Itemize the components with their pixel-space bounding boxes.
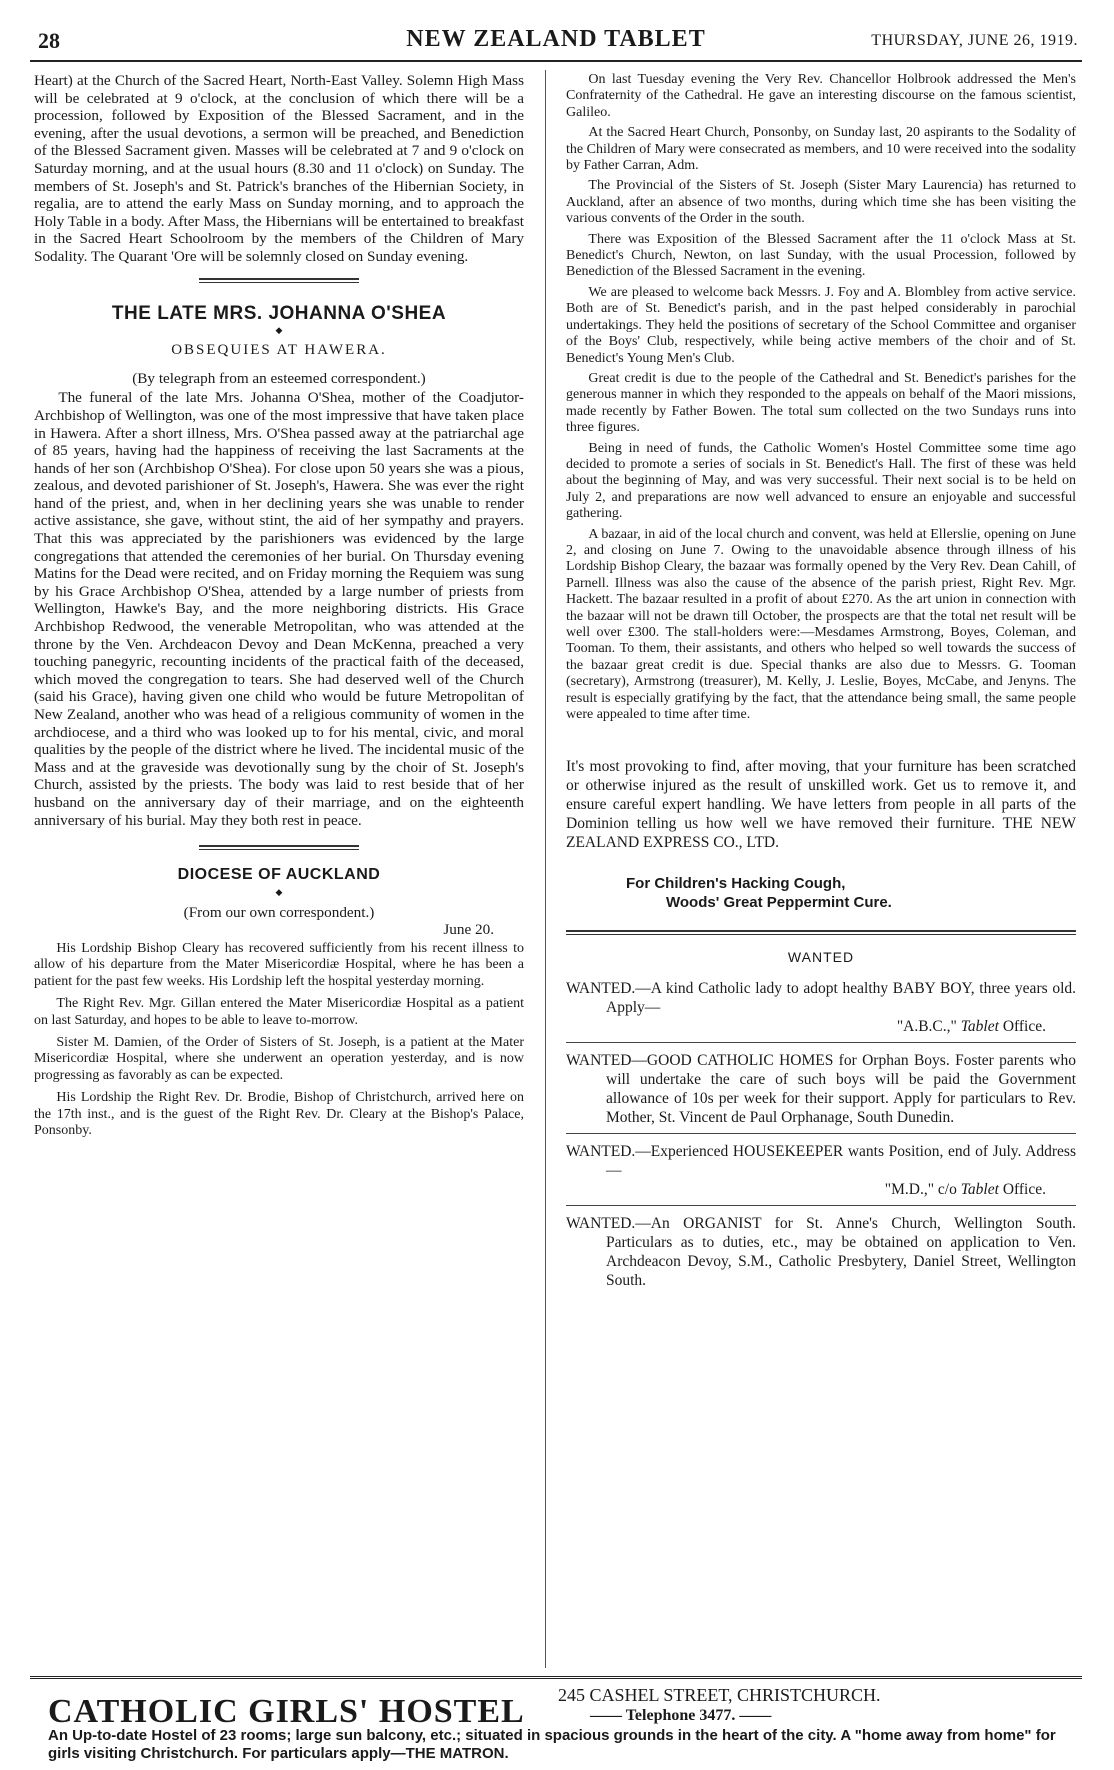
wanted-ad xyxy=(566,1043,1076,1134)
hostel-description: An Up-to-date Hostel of 23 rooms; large sun balcony, etc.; situated in spacious grounds in the heart of the city. A "home away from home" for girls visiting Christchurch. For particulars apply—THE MATRON. xyxy=(48,1727,1056,1762)
section-rule xyxy=(199,278,359,283)
wanted-ad-text: WANTED.—Experienced HOUSEKEEPER wants Position, end of July. Address— xyxy=(566,1143,1076,1180)
wanted-address-name: "A.B.C.," xyxy=(896,1018,957,1036)
auckland-paragraph: His Lordship the Right Rev. Dr. Brodie, Bishop of Christchurch, arrived here on the 17th inst., and is the guest of the Right Rev. Dr. Cleary at the Bishop's Palace, Ponsonby. xyxy=(34,1090,524,1138)
wanted-address-office: Office. xyxy=(1002,1181,1046,1199)
news-paragraph: There was Exposition of the Blessed Sacrament after the 11 o'clock Mass at St. Benedict's Church, Newton, on last Sunday, with the usual Procession, followed by Benediction of the Blessed Sacrament in the evening. xyxy=(566,231,1076,280)
column-divider xyxy=(545,70,546,1668)
wanted-heading: WANTED xyxy=(787,949,855,966)
express-ad-text: It's most provoking to find, after moving, that your furniture has been scratched or otherwise injured as the result of unskilled work. Get us to remove it, and ensure careful expert handling. We have letters from people in all parts of the Dominion telling us how well we have removed their furniture. THE NEW ZEALAND EXPRESS CO., LTD. xyxy=(566,758,1076,852)
auckland-heading: DIOCESE OF AUCKLAND xyxy=(177,866,381,884)
oshea-heading: THE LATE MRS. JOHANNA O'SHEA xyxy=(111,302,447,324)
section-rule xyxy=(566,930,1076,935)
wanted-address-office: Office. xyxy=(1002,1018,1046,1036)
wanted-ad-address xyxy=(566,1017,1076,1036)
section-rule xyxy=(199,845,359,850)
hostel-advertisement xyxy=(30,1676,1082,1761)
hostel-address: 245 CASHEL STREET, CHRISTCHURCH. xyxy=(558,1685,881,1705)
wanted-ad-text: WANTED.—A kind Catholic lady to adopt healthy BABY BOY, three years old. Apply— xyxy=(566,980,1076,1017)
wanted-address-publication: Tablet xyxy=(960,1181,999,1199)
news-paragraph: We are pleased to welcome back Messrs. J. Foy and A. Blombley from active service. Both are of St. Benedict's parish, and in the past helped considerably in parochial undertakings. They held the positions of secretary of the School Committee and organiser of the Boys' Club, respectively, while being active members of the choir and of St. Benedict's Young Men's Club. xyxy=(566,284,1076,366)
wanted-address-publication: Tablet xyxy=(960,1018,999,1036)
news-paragraph: The Provincial of the Sisters of St. Joseph (Sister Mary Laurencia) has returned to Auckland, after an absence of two months, during which time she has been visiting the various convents of the Order in the south. xyxy=(566,178,1076,227)
woods-ad-line: Woods' Great Peppermint Cure. xyxy=(666,894,892,912)
left-column xyxy=(34,72,524,1139)
auckland-news-continued xyxy=(566,72,1076,723)
oshea-byline: (By telegraph from an esteemed correspondent.) xyxy=(132,369,426,387)
page-number: 28 xyxy=(38,28,60,53)
auckland-byline: (From our own correspondent.) xyxy=(183,903,375,921)
intro-paragraph: Heart) at the Church of the Sacred Heart, North-East Valley. Solemn High Mass will be celebrated at 9 o'clock, at the conclusion of which there will be a procession, followed by Exposition of the Blessed Sacrament, and in the evening, after the usual devotions, a sermon will be preached, and Benediction of the Blessed Sacrament given. Masses will be celebrated at 7 and 9 o'clock on Saturday morning, and at the usual hours (8.30 and 11 o'clock) on Sunday. The members of St. Joseph's and St. Patrick's branches of the Hibernian Society, in regalia, are to attend the early Mass on Sunday morning, and to approach the Holy Table in a body. After Mass, the Hibernians will be entertained to breakfast in the Sacred Heart Schoolroom by the members of the Children of Mary Sodality. The Quarant 'Ore will be solemnly closed on Sunday evening. xyxy=(34,72,524,265)
hostel-name: CATHOLIC GIRLS' HOSTEL xyxy=(48,1693,525,1730)
express-advertisement xyxy=(566,757,1076,852)
hostel-telephone: —— Telephone 3477. —— xyxy=(590,1707,772,1724)
oshea-body: The funeral of the late Mrs. Johanna O'Shea, mother of the Coadjutor-Archbishop of Wellington, was one of the most impressive that have taken place in Hawera. After a short illness, Mrs. O'Shea passed away at the patriarchal age of 85 years, having had the happiness of receiving the last Sacraments at the hands of her son (Archbishop O'Shea). For close upon 50 years she was a pious, zealous, and devoted parishioner of St. Joseph's, Hawera. She was ever the right hand of the priest, and, when in her declining years she was unable to render active assistance, she gave, without stint, the aid of her sympathy and prayers. That this was appreciated by the parishioners was evidenced by the large congregations that attended the ceremonies of her burial. On Thursday evening Matins for the Dead were recited, and on Friday morning the Requiem was sung by his Grace Archbishop O'Shea, attended by a large number of priests from Wellington, Hawke's Bay, and the more neighboring districts. His Grace Archbishop Redwood, the venerable Metropolitan, who was attended at the throne by the Ven. Archdeacon Devoy and Dean McKenna, preached a very touching panegyric, recounting incidents of the practical faith of the deceased, which moved the congregation to tears. She had deserved well of the Church (said his Grace), having given one child who would be future Metropolitan of New Zealand, another who was head of a religious community of women in the archdiocese, and a third who was looked up to for his mental, civic, and moral qualities by the people of the district where he lived. The incidental music of the Mass and at the graveside was devotionally sung by the choir of St. Joseph's Church, assisted by the priests. The body was laid to rest beside that of her husband on the anniversary day of their marriage, and on the eighteenth anniversary of his burial. May they both rest in peace. xyxy=(34,389,524,829)
news-paragraph: On last Tuesday evening the Very Rev. Chancellor Holbrook addressed the Men's Confraternity of the Cathedral. He gave an interesting discourse on the famous scientist, Galileo. xyxy=(566,72,1076,120)
news-paragraph: At the Sacred Heart Church, Ponsonby, on Sunday last, 20 aspirants to the Sodality of the Children of Mary were consecrated as members, and 10 were received into the sodality by Father Carran, Adm. xyxy=(566,125,1076,174)
auckland-dateline: June 20. xyxy=(443,921,494,939)
auckland-paragraph: The Right Rev. Mgr. Gillan entered the Mater Misericordiæ Hospital as a patient on last Saturday, and hopes to be able to leave to-morrow. xyxy=(34,996,524,1028)
newspaper-title: NEW ZEALAND TABLET xyxy=(406,26,706,52)
auckland-paragraph: Sister M. Damien, of the Order of Sisters of St. Joseph, is a patient at the Mater Misericordiæ Hospital, where she underwent an operation yesterday, and is now progressing as favorably as can be expected. xyxy=(34,1034,524,1083)
ornament-icon: ◆ xyxy=(275,886,283,897)
wanted-ad xyxy=(566,1206,1076,1296)
masthead xyxy=(30,26,1082,62)
wanted-ad-text: WANTED—GOOD CATHOLIC HOMES for Orphan Boys. Foster parents who will undertake the care of such boys will be paid the Government allowance of 10s per week for their support. Apply for particulars to Rev. Mother, St. Vincent de Paul Orphanage, South Dunedin. xyxy=(566,1052,1076,1127)
ornament-icon: ◆ xyxy=(275,325,283,336)
oshea-subheading: OBSEQUIES AT HAWERA. xyxy=(171,342,387,359)
wanted-ad xyxy=(566,1134,1076,1206)
news-paragraph: Being in need of funds, the Catholic Women's Hostel Committee some time ago decided to promote a series of socials in St. Benedict's Hall. The first of these was held about the beginning of May, and was very successful. Their next social is to be held on July 2, and preparations are now well advanced to ensure an enjoyable and successful gathering. xyxy=(566,440,1076,522)
right-column xyxy=(566,72,1076,1296)
wanted-ad xyxy=(566,971,1076,1043)
auckland-paragraph: His Lordship Bishop Cleary has recovered sufficiently from his recent illness to allow of his departure from the Mater Misericordiæ Hospital, where he has been a patient for the past few weeks. His Lordship left the hospital yesterday morning. xyxy=(34,940,524,989)
news-paragraph: Great credit is due to the people of the Cathedral and St. Benedict's parishes for the generous manner in which they responded to the appeals on behalf of the Maori missions, made recently by Father Bowen. The total sum collected on the two Sundays runs into three figures. xyxy=(566,370,1076,436)
wanted-ad-address xyxy=(566,1180,1076,1199)
wanted-ad-text: WANTED.—An ORGANIST for St. Anne's Church, Wellington South. Particulars as to duties, etc., may be obtained on application to Ven. Archdeacon Devoy, S.M., Catholic Presbytery, Daniel Street, Wellington South. xyxy=(566,1215,1076,1290)
auckland-news xyxy=(34,941,524,1139)
issue-date: THURSDAY, JUNE 26, 1919. xyxy=(871,32,1078,49)
wanted-address-name: "M.D.," c/o xyxy=(884,1181,957,1199)
news-paragraph: A bazaar, in aid of the local church and convent, was held at Ellerslie, opening on June 2, and closing on June 7. Owing to the unavoidable absence through illness of his Lordship Bishop Cleary, the bazaar was formally opened by the Very Rev. Dean Cahill, of Parnell. Illness was also the cause of the absence of the parish priest, Right Rev. Mgr. Hackett. The bazaar resulted in a profit of about £270. As the art union in connection with the bazaar will not be drawn till October, the prospects are that the total net result will be well over £300. The stall-holders were:—Mesdames Armstrong, Boyes, Coleman, and Tooman. To them, their assistants, and others who helped so well towards the success of the bazaar great credit is due. Special thanks are also due to Messrs. G. Tooman (secretary), Armstrong (treasurer), M. Kelly, J. Leslie, Boyes, McCabe, and Jenyns. The result is especially gratifying by the fact, that the attendance being small, the same people were appealed to time after time. xyxy=(566,526,1076,723)
woods-ad-line: For Children's Hacking Cough, xyxy=(626,875,846,893)
